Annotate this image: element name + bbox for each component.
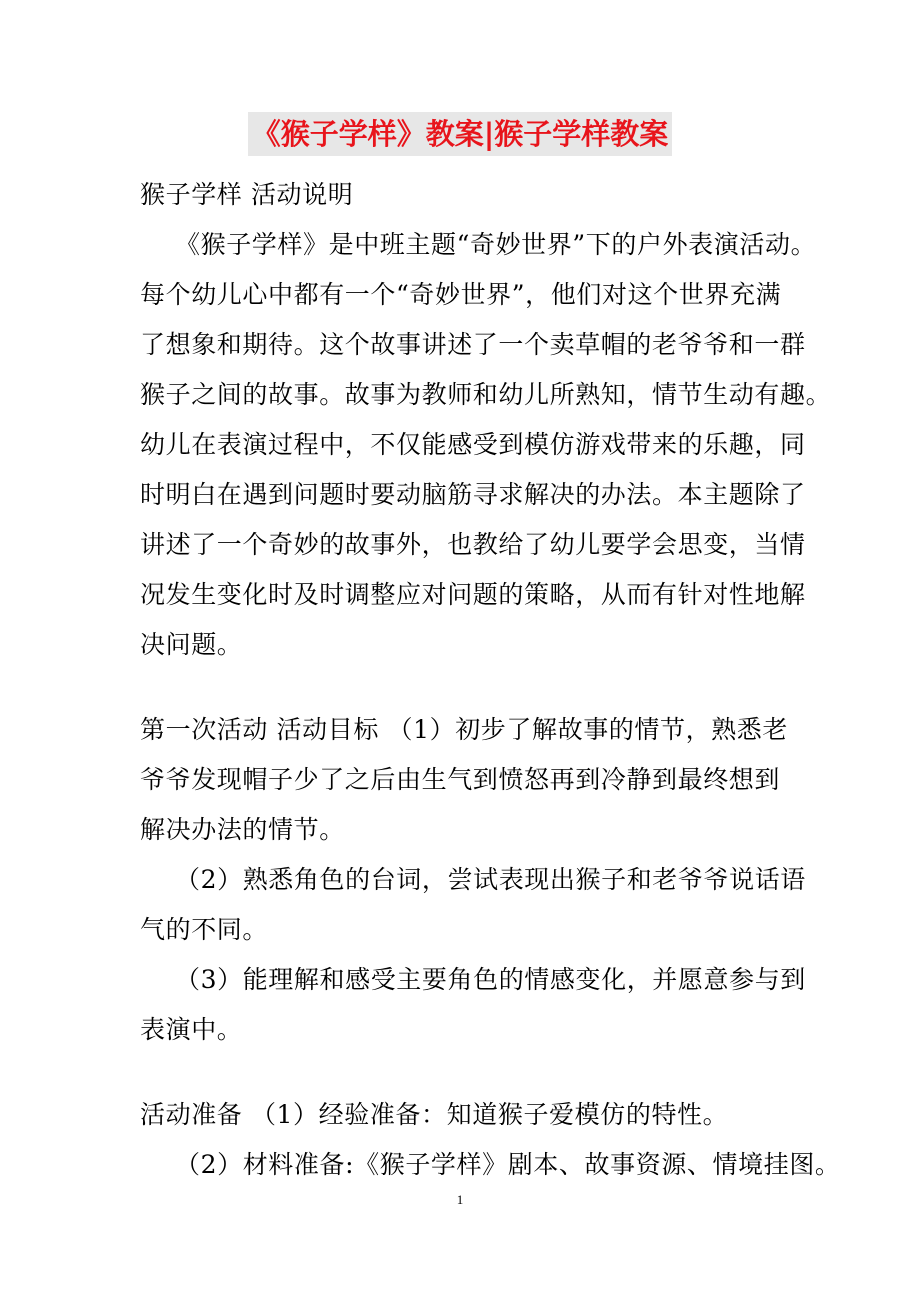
paragraph-line: 《猴子学样》是中班主题“奇妙世界”下的户外表演活动。 [175, 230, 817, 259]
paragraph-line: 讲述了一个奇妙的故事外，也教给了幼儿要学会思变，当情 [140, 530, 806, 559]
paragraph-line: 猴子之间的故事。故事为教师和幼儿所熟知，情节生动有趣。 [140, 380, 832, 409]
goals-line: 气的不同。 [140, 915, 269, 944]
prep-line: 活动准备 （1）经验准备：知道猴子爱模仿的特性。 [140, 1100, 729, 1129]
goals-line: 爷爷发现帽子少了之后由生气到愤怒再到冷静到最终想到 [140, 765, 781, 794]
paragraph-line: 决问题。 [140, 630, 243, 659]
goals-line: （2）熟悉角色的台词，尝试表现出猴子和老爷爷说话语 [175, 865, 806, 894]
goals-line: 解决办法的情节。 [140, 815, 345, 844]
paragraph-line: 幼儿在表演过程中，不仅能感受到模仿游戏带来的乐趣，同 [140, 430, 806, 459]
section-heading: 猴子学样 活动说明 [140, 180, 354, 209]
prep-line: （2）材料准备:《猴子学样》剧本、故事资源、情境挂图。 [175, 1150, 841, 1179]
goals-line: （3）能理解和感受主要角色的情感变化，并愿意参与到 [175, 965, 806, 994]
paragraph-line: 了想象和期待。这个故事讲述了一个卖草帽的老爷爷和一群 [140, 330, 806, 359]
document-title: 《猴子学样》教案|猴子学样教案 [248, 112, 673, 156]
paragraph-line: 时明白在遇到问题时要动脑筋寻求解决的办法。本主题除了 [140, 480, 806, 509]
goals-line: 表演中。 [140, 1015, 243, 1044]
title-container [0, 112, 920, 156]
paragraph-line: 况发生变化时及时调整应对问题的策略，从而有针对性地解 [140, 580, 806, 609]
paragraph-line: 每个幼儿心中都有一个“奇妙世界”，他们对这个世界充满 [140, 280, 782, 309]
page-number: 1 [456, 1192, 464, 1207]
goals-line: 第一次活动 活动目标 （1）初步了解故事的情节，熟悉老 [140, 715, 789, 744]
